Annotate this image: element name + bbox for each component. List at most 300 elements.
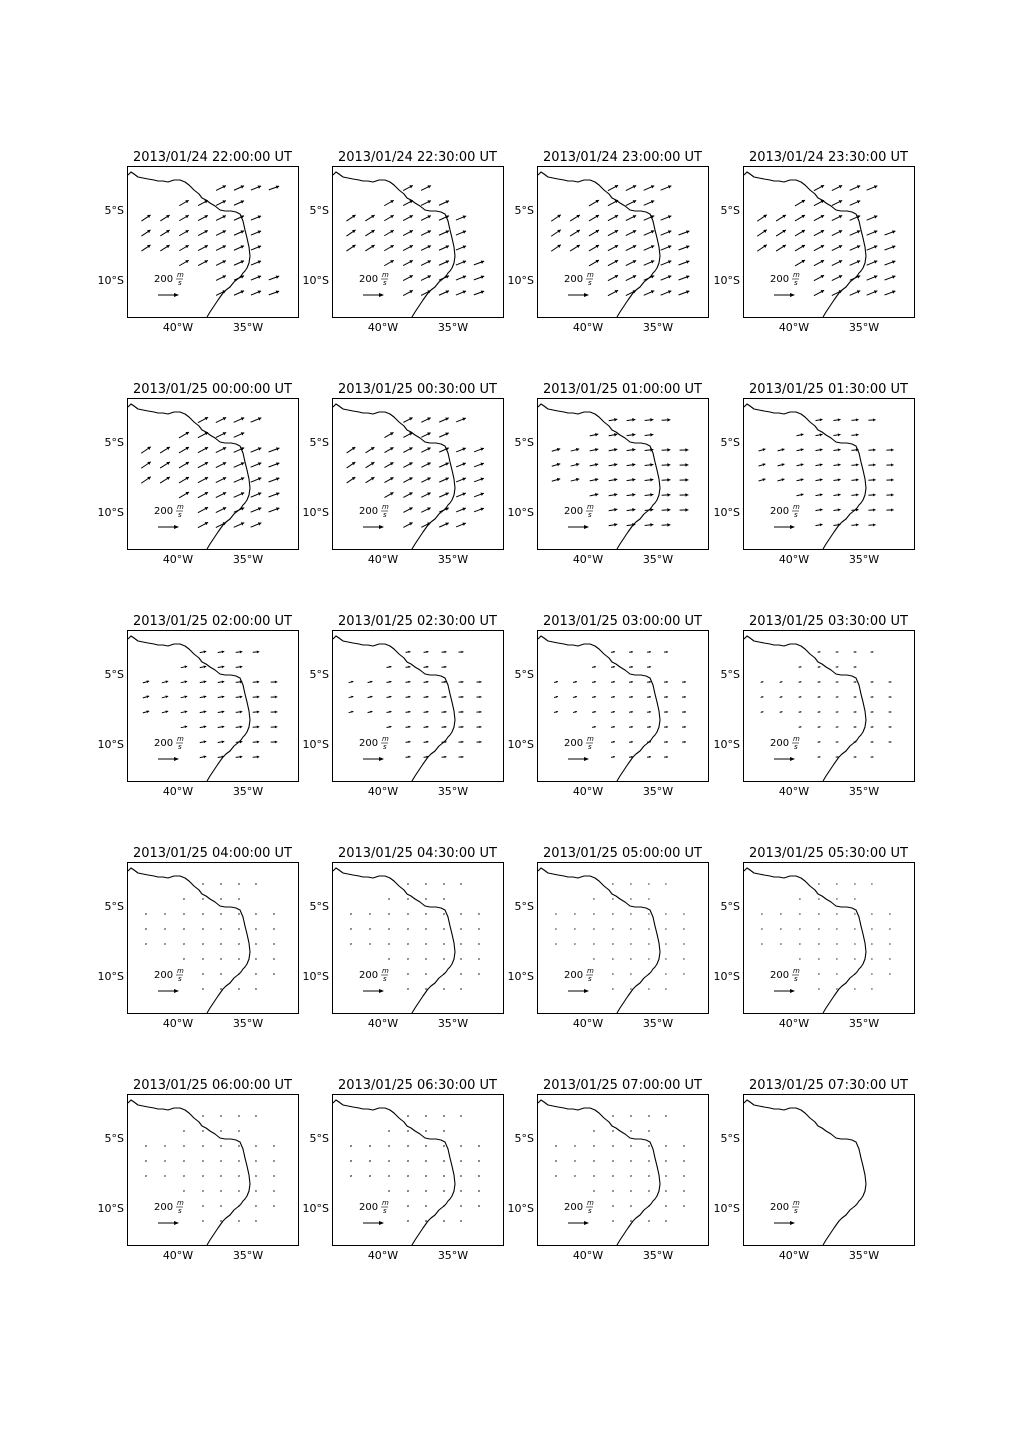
- vector-arrow: [776, 245, 786, 251]
- reference-unit-denominator: s: [794, 279, 798, 287]
- vector-head: [461, 651, 463, 653]
- vector-arrow: [836, 711, 839, 713]
- reference-unit-denominator: s: [588, 511, 592, 519]
- panel-title: 2013/01/25 07:30:00 UT: [749, 1078, 908, 1093]
- vector-arrow: [234, 245, 244, 250]
- vector-arrow: [406, 756, 411, 758]
- vector-arrow: [234, 260, 244, 265]
- vector-head: [595, 463, 598, 467]
- reference-value: 200: [564, 970, 583, 981]
- vector-arrow: [365, 215, 374, 221]
- vector-arrow: [271, 741, 278, 744]
- panel-frame: [744, 167, 915, 318]
- vector-arrow: [593, 928, 594, 929]
- reference-head: [584, 757, 589, 761]
- vector-arrow: [459, 726, 464, 728]
- vector-arrow: [854, 883, 855, 884]
- vector-arrow: [403, 290, 413, 295]
- vector-arrow: [145, 1160, 146, 1161]
- vector-arrow: [474, 260, 484, 264]
- vector-arrow: [200, 755, 206, 758]
- panel-frame: [333, 631, 504, 782]
- vector-arrow: [836, 943, 837, 944]
- coastline: [744, 868, 866, 1013]
- vector-arrow: [648, 1115, 650, 1116]
- vector-arrow: [456, 507, 466, 511]
- vector-arrow: [255, 1190, 257, 1191]
- vector-arrow: [647, 756, 651, 758]
- vector-arrow: [407, 1175, 409, 1176]
- map-panel: [98, 382, 299, 566]
- vector-head: [257, 741, 259, 744]
- vector-arrow: [384, 447, 393, 452]
- vector-arrow: [424, 711, 429, 713]
- vector-arrow: [661, 290, 672, 295]
- reference-value: 200: [770, 738, 789, 749]
- vector-arrow: [460, 988, 462, 989]
- vector-arrow: [679, 260, 690, 265]
- vector-arrow: [251, 462, 262, 467]
- map-panel: [98, 846, 299, 1030]
- vector-arrow: [407, 1205, 409, 1206]
- vector-arrow: [439, 417, 449, 422]
- vector-arrow: [202, 1160, 204, 1161]
- reference-value: 200: [770, 1202, 789, 1213]
- vector-arrow: [611, 711, 615, 713]
- vector-arrow: [269, 290, 279, 294]
- vector-arrow: [220, 883, 222, 884]
- vector-arrow: [854, 711, 857, 713]
- y-tick-label: 10°S: [508, 506, 534, 519]
- vector-arrow: [590, 478, 599, 482]
- vector-arrow: [814, 200, 824, 206]
- reference-value: 200: [154, 274, 173, 285]
- vector-arrow: [407, 1130, 409, 1131]
- panel-frame: [333, 167, 504, 318]
- vector-arrow: [179, 215, 189, 221]
- vector-arrow: [238, 928, 240, 929]
- vector-arrow: [871, 973, 872, 974]
- vector-arrow: [198, 215, 208, 220]
- reference-head: [379, 757, 384, 761]
- x-tick-label: 35°W: [438, 1249, 468, 1262]
- vector-arrow: [630, 1175, 632, 1176]
- vector-arrow: [665, 1175, 667, 1176]
- reference-head: [379, 989, 384, 993]
- vector-arrow: [664, 756, 668, 758]
- vector-arrow: [609, 508, 618, 512]
- vector-arrow: [761, 943, 762, 944]
- vector-arrow: [183, 898, 185, 899]
- vector-arrow: [648, 988, 649, 989]
- vector-arrow: [814, 230, 824, 236]
- vector-arrow: [216, 447, 226, 452]
- vector-arrow: [421, 260, 431, 265]
- vector-head: [461, 741, 463, 743]
- coastline: [128, 404, 250, 549]
- vector-head: [275, 741, 277, 744]
- vector-arrow: [216, 215, 226, 220]
- vector-arrow: [757, 245, 767, 251]
- vector-arrow: [680, 508, 689, 512]
- vector-arrow: [795, 230, 805, 236]
- vector-arrow: [273, 943, 275, 944]
- vector-arrow: [387, 666, 392, 668]
- vector-arrow: [759, 463, 766, 466]
- vector-arrow: [443, 1145, 445, 1146]
- coastline: [333, 636, 455, 781]
- vector-arrow: [629, 741, 633, 743]
- vector-arrow: [574, 928, 575, 929]
- vector-arrow: [234, 230, 244, 235]
- vector-arrow: [200, 695, 206, 698]
- coastline: [744, 172, 866, 317]
- vector-arrow: [590, 463, 599, 467]
- vector-arrow: [143, 680, 149, 683]
- vector-arrow: [592, 681, 596, 683]
- vector-arrow: [630, 1220, 632, 1221]
- reference-head: [790, 525, 795, 529]
- vector-head: [666, 756, 668, 758]
- vector-arrow: [216, 432, 226, 437]
- y-tick-label: 5°S: [310, 1132, 329, 1145]
- vector-arrow: [421, 230, 431, 235]
- vector-arrow: [836, 741, 839, 743]
- vector-arrow: [439, 462, 449, 467]
- vector-arrow: [255, 988, 257, 989]
- vector-arrow: [273, 1145, 275, 1146]
- vector-head: [557, 463, 560, 466]
- vector-arrow: [421, 417, 430, 422]
- vector-arrow: [478, 1205, 480, 1206]
- vector-arrow: [611, 666, 615, 668]
- vector-arrow: [555, 928, 556, 929]
- vector-arrow: [384, 260, 394, 266]
- vector-arrow: [202, 1205, 204, 1206]
- vector-head: [461, 696, 463, 698]
- vector-arrow: [478, 1160, 480, 1161]
- vector-arrow: [407, 1115, 409, 1116]
- vector-arrow: [347, 462, 356, 468]
- vector-arrow: [255, 973, 257, 974]
- vector-arrow: [630, 973, 631, 974]
- vector-arrow: [238, 988, 240, 989]
- vector-arrow: [592, 666, 596, 668]
- vector-arrow: [815, 478, 822, 481]
- vector-arrow: [832, 290, 842, 295]
- map-panel: [98, 614, 299, 798]
- vector-arrow: [799, 958, 800, 959]
- map-panel: [714, 1078, 915, 1262]
- reference-arrow: [359, 1199, 389, 1225]
- vector-arrow: [679, 275, 690, 280]
- vector-arrow: [238, 913, 240, 914]
- vector-arrow: [832, 230, 842, 235]
- vector-arrow: [202, 988, 204, 989]
- map-panel: [714, 150, 915, 334]
- vector-arrow: [662, 493, 671, 497]
- reference-head: [174, 293, 179, 297]
- reference-arrow: [564, 1199, 594, 1225]
- vector-head: [479, 711, 481, 713]
- vector-arrow: [200, 650, 206, 653]
- vector-arrow: [630, 1160, 632, 1161]
- vector-arrow: [665, 988, 666, 989]
- vector-arrow: [387, 696, 392, 698]
- vector-arrow: [630, 943, 631, 944]
- vector-arrow: [421, 477, 430, 482]
- vector-arrow: [477, 696, 482, 698]
- vector-arrow: [665, 928, 666, 929]
- vector-arrow: [612, 1160, 614, 1161]
- vector-head: [667, 523, 670, 527]
- vector-arrow: [255, 1175, 257, 1176]
- vector-arrow: [220, 1115, 222, 1116]
- panel-frame: [538, 631, 709, 782]
- vector-arrow: [238, 1145, 240, 1146]
- x-tick-label: 35°W: [438, 785, 468, 798]
- vector-arrow: [236, 710, 243, 713]
- vector-arrow: [234, 432, 245, 437]
- vector-head: [275, 711, 277, 714]
- reference-unit-numerator: m: [793, 967, 800, 975]
- vector-arrow: [608, 185, 618, 191]
- vector-arrow: [183, 1160, 185, 1161]
- vector-arrow: [143, 695, 149, 698]
- vector-arrow: [647, 651, 651, 653]
- vector-arrow: [552, 463, 560, 466]
- vector-head: [684, 696, 686, 698]
- vector-arrow: [609, 463, 618, 467]
- vector-arrow: [889, 943, 890, 944]
- reference-head: [174, 525, 179, 529]
- vector-arrow: [216, 462, 226, 467]
- vector-arrow: [460, 1190, 462, 1191]
- vector-arrow: [218, 725, 225, 728]
- vector-arrow: [251, 522, 262, 527]
- reference-head: [174, 757, 179, 761]
- vector-arrow: [460, 883, 462, 884]
- vector-arrow: [593, 1160, 595, 1161]
- vector-arrow: [474, 275, 484, 279]
- vector-arrow: [202, 1220, 204, 1221]
- vector-arrow: [832, 275, 842, 280]
- coastline: [538, 636, 660, 781]
- reference-head: [790, 989, 795, 993]
- x-tick-label: 40°W: [573, 785, 603, 798]
- vector-arrow: [889, 973, 890, 974]
- vector-arrow: [456, 462, 466, 466]
- vector-arrow: [850, 230, 861, 235]
- vector-arrow: [384, 215, 394, 221]
- vector-arrow: [425, 958, 427, 959]
- vector-arrow: [238, 943, 240, 944]
- reference-arrow: [154, 1199, 184, 1225]
- coastline: [538, 172, 660, 317]
- vector-head: [479, 741, 481, 743]
- vector-arrow: [850, 185, 861, 190]
- panel-frame: [744, 1095, 915, 1246]
- panel-frame: [333, 399, 504, 550]
- vector-arrow: [253, 711, 260, 714]
- vector-arrow: [366, 462, 375, 468]
- vector-arrow: [797, 478, 804, 481]
- vector-arrow: [589, 245, 599, 251]
- vector-arrow: [403, 432, 412, 437]
- vector-arrow: [647, 681, 651, 683]
- vector-arrow: [683, 1205, 685, 1206]
- vector-arrow: [795, 200, 805, 206]
- vector-arrow: [388, 1130, 390, 1131]
- vector-arrow: [854, 681, 857, 683]
- vector-arrow: [627, 478, 636, 482]
- vector-arrow: [403, 492, 412, 497]
- vector-arrow: [590, 433, 599, 437]
- vector-arrow: [236, 755, 243, 758]
- coastline: [333, 404, 455, 549]
- vector-head: [685, 493, 688, 497]
- vector-arrow: [868, 463, 875, 466]
- vector-arrow: [403, 185, 413, 190]
- vector-arrow: [216, 275, 226, 280]
- vector-arrow: [459, 711, 464, 713]
- vector-head: [667, 448, 670, 452]
- vector-arrow: [868, 448, 875, 451]
- coastline: [128, 868, 250, 1013]
- vector-head: [667, 463, 670, 467]
- vector-arrow: [609, 448, 618, 452]
- reference-value: 200: [770, 274, 789, 285]
- vector-arrow: [406, 666, 411, 668]
- vector-arrow: [202, 898, 204, 899]
- y-tick-label: 10°S: [714, 970, 740, 983]
- vector-arrow: [850, 245, 861, 250]
- vector-arrow: [799, 943, 800, 944]
- vector-arrow: [350, 1175, 352, 1176]
- vector-head: [461, 681, 463, 683]
- reference-head: [790, 293, 795, 297]
- vector-arrow: [574, 1145, 575, 1146]
- vector-arrow: [253, 651, 260, 654]
- vector-arrow: [407, 958, 409, 959]
- vector-arrow: [609, 493, 618, 497]
- vector-arrow: [425, 1190, 427, 1191]
- vector-arrow: [611, 696, 615, 698]
- vector-arrow: [145, 1145, 146, 1146]
- y-tick-label: 10°S: [303, 506, 329, 519]
- vector-head: [240, 695, 243, 698]
- vector-arrow: [552, 478, 560, 481]
- vector-arrow: [442, 696, 447, 698]
- vector-arrow: [251, 492, 262, 497]
- y-tick-label: 10°S: [98, 506, 124, 519]
- vector-arrow: [384, 230, 394, 236]
- vector-arrow: [255, 943, 257, 944]
- map-panel: [508, 150, 709, 334]
- vector-arrow: [889, 913, 890, 914]
- vector-arrow: [571, 478, 580, 481]
- vector-head: [873, 418, 876, 421]
- vector-arrow: [627, 493, 636, 497]
- vector-arrow: [589, 200, 599, 206]
- vector-arrow: [757, 215, 767, 221]
- vector-arrow: [836, 988, 837, 989]
- vector-arrow: [612, 973, 613, 974]
- vector-arrow: [664, 696, 668, 698]
- panel-title: 2013/01/25 01:30:00 UT: [749, 382, 908, 397]
- vector-arrow: [407, 928, 409, 929]
- x-tick-label: 40°W: [163, 1017, 193, 1030]
- vector-head: [650, 508, 653, 512]
- x-tick-label: 40°W: [163, 1249, 193, 1262]
- panel-frame: [333, 863, 504, 1014]
- vector-arrow: [664, 681, 668, 683]
- vector-head: [461, 756, 463, 758]
- vector-arrow: [406, 726, 411, 728]
- x-tick-label: 35°W: [438, 553, 468, 566]
- vector-arrow: [665, 1190, 667, 1191]
- vector-arrow: [868, 478, 875, 481]
- x-tick-label: 35°W: [849, 785, 879, 798]
- vector-arrow: [683, 973, 684, 974]
- x-tick-label: 40°W: [368, 1249, 398, 1262]
- map-panel: [508, 1078, 709, 1262]
- x-tick-label: 35°W: [849, 1249, 879, 1262]
- vector-arrow: [162, 710, 168, 713]
- vector-arrow: [871, 988, 872, 989]
- vector-arrow: [369, 928, 370, 929]
- vector-arrow: [478, 943, 480, 944]
- vector-arrow: [255, 1115, 257, 1116]
- vector-arrow: [795, 245, 805, 251]
- vector-arrow: [160, 230, 169, 236]
- x-tick-label: 35°W: [233, 1249, 263, 1262]
- vector-arrow: [612, 943, 613, 944]
- vector-arrow: [850, 260, 861, 265]
- vector-head: [684, 711, 686, 713]
- vector-arrow: [251, 260, 261, 265]
- vector-arrow: [648, 883, 649, 884]
- vector-arrow: [198, 507, 208, 513]
- vector-arrow: [593, 958, 594, 959]
- vector-head: [275, 696, 277, 699]
- vector-arrow: [145, 913, 146, 914]
- vector-arrow: [439, 432, 449, 437]
- vector-arrow: [216, 417, 226, 422]
- vector-head: [479, 681, 481, 683]
- panel-frame: [128, 399, 299, 550]
- vector-arrow: [630, 1145, 632, 1146]
- vector-arrow: [460, 928, 462, 929]
- reference-unit-numerator: m: [382, 503, 389, 511]
- vector-arrow: [627, 508, 636, 512]
- vector-arrow: [629, 696, 633, 698]
- vector-head: [650, 478, 653, 482]
- vector-arrow: [552, 448, 560, 451]
- x-tick-label: 35°W: [643, 1017, 673, 1030]
- vector-arrow: [797, 493, 804, 496]
- x-tick-label: 35°W: [438, 1017, 468, 1030]
- vector-arrow: [885, 260, 896, 265]
- vector-arrow: [608, 275, 618, 281]
- vector-arrow: [407, 1160, 409, 1161]
- vector-arrow: [626, 230, 636, 235]
- vector-arrow: [271, 681, 278, 684]
- vector-arrow: [443, 928, 445, 929]
- vector-arrow: [867, 185, 878, 190]
- vector-arrow: [868, 508, 875, 511]
- vector-arrow: [234, 507, 245, 512]
